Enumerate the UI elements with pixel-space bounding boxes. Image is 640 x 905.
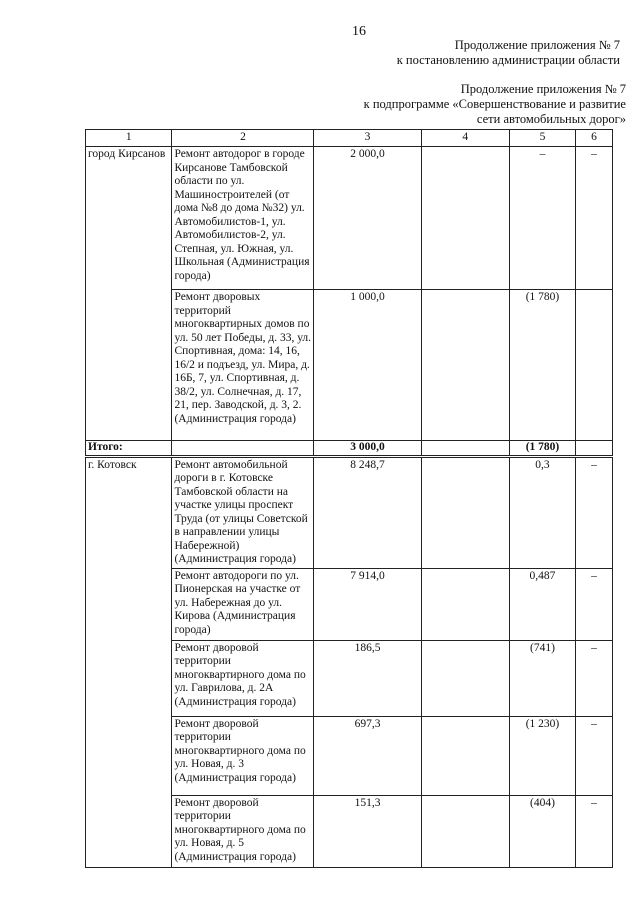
appendix-continuation-header bbox=[397, 38, 620, 68]
col5-cell: 0,3 bbox=[510, 456, 576, 568]
col4-cell bbox=[421, 147, 510, 290]
header-line: к подпрограмме «Совершенствование и развитие bbox=[363, 97, 626, 111]
header-line: Продолжение приложения № 7 bbox=[460, 82, 626, 96]
work-description: Ремонт автодороги по ул. Пионерская на участке от ул. Набережная до ул. Кирова (Администрация города) bbox=[172, 568, 314, 640]
col6-cell bbox=[575, 290, 612, 441]
amount-cell: 2 000,0 bbox=[314, 147, 421, 290]
table-row bbox=[86, 456, 613, 568]
amount-cell: 151,3 bbox=[314, 795, 421, 867]
col4-cell bbox=[421, 456, 510, 568]
header-line: к постановлению администрации области bbox=[396, 53, 620, 67]
work-description: Ремонт автодорог в городе Кирсанове Тамбовской области по ул. Машиностроителей (от дома №8 до дома №32) ул. Автомобилистов-1, ул. Автомобилистов-2, ул. Степная, ул. Южная, ул. Школьная (Администрация города) bbox=[172, 147, 314, 290]
work-description: Ремонт дворовой территории многоквартирного дома по ул. Новая, д. 3 (Администрация города) bbox=[172, 716, 314, 795]
work-description: Ремонт автомобильной дороги в г. Котовске Тамбовской области на участке улицы проспект Труда (от улицы Советской в направлении улицы Набережной) (Администрация города) bbox=[172, 456, 314, 568]
total-row bbox=[86, 441, 613, 457]
column-header: 3 bbox=[314, 130, 421, 147]
amount-cell: 8 248,7 bbox=[314, 456, 421, 568]
col5-cell: 0,487 bbox=[510, 568, 576, 640]
work-description: Ремонт дворовых территорий многоквартирных домов по ул. 50 лет Победы, д. 33, ул. Спортивная, дома: 14, 16, 16/2 и подъезд, ул. Мира, д. 16Б, 7, ул. Спортивная, д. 38/2, ул. Солнечная, д. 17, 21, пер. Заводской, д. 3, 2. (Администрация города) bbox=[172, 290, 314, 441]
header-line: Продолжение приложения № 7 bbox=[454, 38, 620, 52]
col6-cell: – bbox=[575, 456, 612, 568]
total-col5: (1 780) bbox=[510, 441, 576, 457]
col5-cell: (1 230) bbox=[510, 716, 576, 795]
col5-cell: – bbox=[510, 147, 576, 290]
subprogram-continuation-header bbox=[364, 82, 626, 127]
work-description: Ремонт дворовой территории многоквартирного дома по ул. Гаврилова, д. 2А (Администрация города) bbox=[172, 640, 314, 716]
column-header: 4 bbox=[421, 130, 510, 147]
amount-cell: 1 000,0 bbox=[314, 290, 421, 441]
total-empty bbox=[172, 441, 314, 457]
col4-cell bbox=[421, 640, 510, 716]
table-row bbox=[86, 147, 613, 290]
amount-cell: 186,5 bbox=[314, 640, 421, 716]
page-number: 16 bbox=[352, 24, 366, 39]
total-amount: 3 000,0 bbox=[314, 441, 421, 457]
col6-cell: – bbox=[575, 716, 612, 795]
col4-cell bbox=[421, 290, 510, 441]
col6-cell: – bbox=[575, 795, 612, 867]
total-empty bbox=[575, 441, 612, 457]
column-header: 1 bbox=[86, 130, 172, 147]
amount-cell: 697,3 bbox=[314, 716, 421, 795]
col4-cell bbox=[421, 568, 510, 640]
total-empty bbox=[421, 441, 510, 457]
col4-cell bbox=[421, 716, 510, 795]
total-label: Итого: bbox=[86, 441, 172, 457]
col4-cell bbox=[421, 795, 510, 867]
amount-cell: 7 914,0 bbox=[314, 568, 421, 640]
municipality-cell: г. Котовск bbox=[86, 456, 172, 867]
municipality-cell: город Кирсанов bbox=[86, 147, 172, 441]
col6-cell: – bbox=[575, 568, 612, 640]
col6-cell: – bbox=[575, 147, 612, 290]
header-line: сети автомобильных дорог» bbox=[476, 112, 626, 126]
column-header: 2 bbox=[172, 130, 314, 147]
col6-cell: – bbox=[575, 640, 612, 716]
column-number-row bbox=[86, 130, 613, 147]
col5-cell: (741) bbox=[510, 640, 576, 716]
financing-table bbox=[85, 129, 613, 868]
work-description: Ремонт дворовой территории многоквартирного дома по ул. Новая, д. 5 (Администрация города) bbox=[172, 795, 314, 867]
column-header: 6 bbox=[575, 130, 612, 147]
col5-cell: (1 780) bbox=[510, 290, 576, 441]
col5-cell: (404) bbox=[510, 795, 576, 867]
column-header: 5 bbox=[510, 130, 576, 147]
